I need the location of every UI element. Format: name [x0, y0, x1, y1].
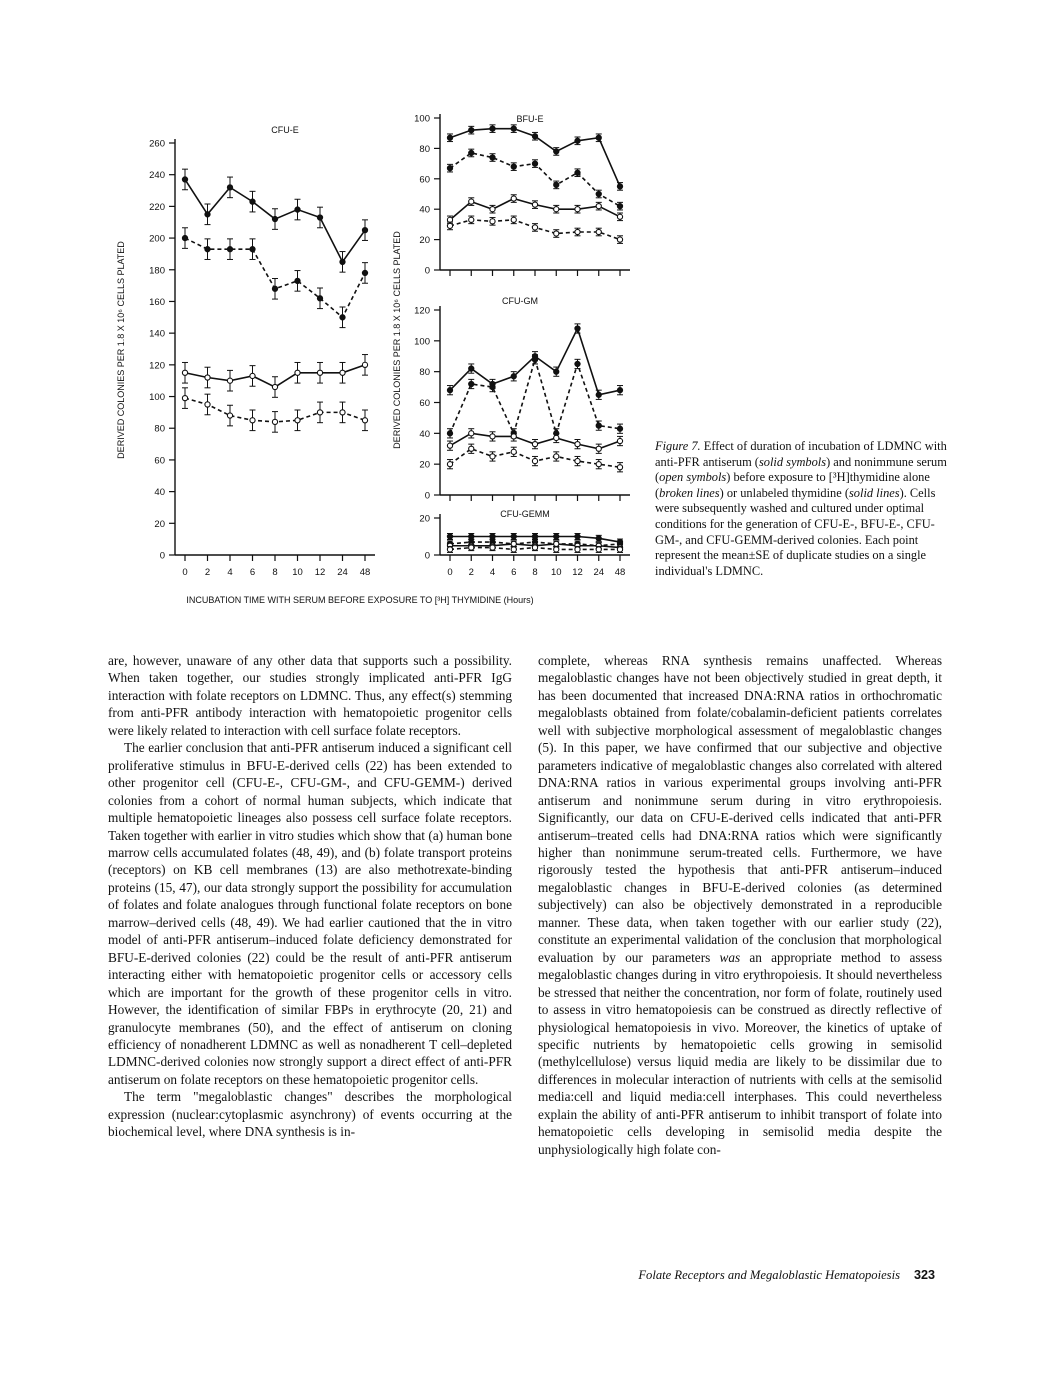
panel-0-series-3-point: [362, 418, 367, 423]
panel-3-series-3-point: [532, 545, 537, 550]
panel-0-series-3-point: [340, 410, 345, 415]
panel-1-series-2-point: [575, 207, 580, 212]
right-paragraph-1: [538, 652, 942, 1158]
panel-3-series-3-point: [575, 547, 580, 552]
panel-1-series-0-point: [511, 126, 516, 131]
panel-3-series-0-point: [511, 534, 516, 539]
panel-2-series-3-point: [617, 465, 622, 470]
panel-1-series-2-point: [532, 202, 537, 207]
panel-3-title: CFU-GEMM: [500, 509, 550, 519]
panel-1-series-3-point: [447, 223, 452, 228]
panel-0-series-3-point: [295, 418, 300, 423]
xtick-label-right: 10: [550, 567, 562, 578]
panel-2-ytick-label: 100: [414, 336, 430, 348]
panel-1-series-1-point: [490, 155, 495, 160]
xtick-label-left: 2: [204, 567, 211, 578]
panel-1-series-2-point: [617, 214, 622, 219]
panel-0-series-0-point: [182, 177, 187, 182]
panel-2-series-3-point: [469, 446, 474, 451]
panel-1-series-0-point: [490, 126, 495, 131]
panel-0-ytick-label: 120: [149, 360, 165, 372]
xtick-label-left: 48: [359, 567, 371, 578]
panel-1-series-3-point: [554, 231, 559, 236]
panel-0-title: CFU-E: [271, 125, 299, 135]
left-y-axis-label: DERIVED COLONIES PER 1.8 X 10⁶ CELLS PLATED: [116, 241, 126, 459]
panel-2-series-0-point: [447, 388, 452, 393]
caption-open-symbols: open symbols: [659, 470, 727, 485]
panel-2-series-1-point: [575, 361, 580, 366]
right-paragraph-emphasis: was: [719, 949, 741, 965]
panel-0-series-0-point: [317, 215, 322, 220]
caption-text-1: Effect of duration of incubation of LDMNC with anti-PFR antiserum (: [655, 439, 947, 469]
panel-0-series-0-point: [272, 216, 277, 221]
panel-2-series-1-point: [447, 431, 452, 436]
panel-0-series-1-point: [272, 286, 277, 291]
panel-3-ytick-label: 20: [419, 513, 430, 525]
panel-1-series-1-point: [511, 164, 516, 169]
panel-2-ytick-label: 60: [419, 398, 430, 409]
panel-1-series-0-point: [617, 184, 622, 189]
xtick-label-right: 6: [511, 567, 517, 578]
panel-3-series-3-point: [490, 545, 495, 550]
panel-0-series-0-point: [205, 212, 210, 217]
panel-2-series-2-point: [532, 442, 537, 447]
panel-3-series-3-point: [596, 547, 601, 552]
panel-2-series-0-point: [511, 374, 516, 379]
panel-0-ytick-label: 240: [149, 170, 165, 182]
panel-2-series-3-point: [554, 454, 559, 459]
panel-0-ytick-label: 160: [149, 296, 165, 308]
panel-1-series-1-point: [532, 161, 537, 166]
panel-2-series-1-point: [490, 384, 495, 389]
right-paragraph-1b: an appropriate method to assess megaloblastic changes during in vitro erythropoiesis. It should nevertheless be stressed that neither the concentration, nor form of folate, routinely used to assess in vitro hematopoiesis can be construed as directly reflective of physiological hematopoiesis in vivo. Moreover, the kinetics of uptake of specific nutrients by hematopoietic cells growing in semisolid (methylcellulose) versus liquid media are likely to be dissimilar due to differences in molecular interaction of nutrients with cells at the semisolid media:cell and liquid media:cell interphases. This could nevertheless explain the ability of anti-PFR antiserum to inhibit transport of folate into hematopoietic cells developing in semisolid media despite the unphysiologically high folate con-: [538, 949, 942, 1157]
panel-1-series-2-point: [490, 207, 495, 212]
xtick-label-left: 10: [292, 567, 303, 578]
xtick-label-right: 12: [572, 567, 583, 578]
caption-text-2: ) and nonimmune serum (: [655, 454, 947, 485]
panel-0-series-1-point: [227, 247, 232, 252]
panel-0-series-0-point: [340, 259, 345, 264]
panel-2-series-0-point: [617, 388, 622, 393]
caption-text-5: ). Cells were subsequently washed and cultured under optimal conditions for the generation of CFU-E-, BFU-E-, CFU-GM-, and CFU-GEMM-derived colonies. Each point represent the mean±SE of duplicate studies on a single individual's LDMNC.: [655, 485, 936, 578]
panel-2-series-1-line: [450, 359, 620, 433]
panel-2-series-2-point: [469, 431, 474, 436]
panel-0-series-1-point: [250, 247, 255, 252]
panel-2-series-1-point: [532, 357, 537, 362]
caption-label: Figure 7.: [655, 439, 701, 453]
panel-3-series-2-point: [511, 541, 516, 546]
panel-0-ytick-label: 0: [159, 550, 165, 562]
panel-2-series-3-point: [575, 458, 580, 463]
panel-1-series-3-point: [617, 237, 622, 242]
panel-3-series-3-point: [554, 547, 559, 552]
panel-1-series-0-point: [469, 128, 474, 133]
panel-2-series-3-point: [511, 449, 516, 454]
xtick-label-right: 24: [593, 567, 605, 578]
panel-0-series-1-line: [185, 238, 365, 317]
panel-1-series-3-point: [469, 217, 474, 222]
panel-0-series-3-point: [272, 419, 277, 424]
panel-0-series-1-point: [182, 235, 187, 240]
panel-1-series-1-point: [617, 204, 622, 209]
panel-0-ytick-label: 180: [149, 265, 165, 277]
panel-0-series-0-point: [227, 185, 232, 190]
figure-7: [110, 105, 650, 610]
caption-solid-lines: solid lines: [848, 485, 900, 500]
left-paragraph-3: The term "megaloblastic changes" describes the morphological expression (nuclear:cytoplasmic asynchrony) of events occurring at the biochemical level, where DNA synthesis is in-: [108, 1089, 512, 1140]
caption-broken-lines: broken lines: [659, 485, 720, 500]
panel-0-ytick-label: 80: [154, 423, 165, 435]
panel-1-ytick-label: 100: [414, 113, 430, 125]
right-y-axis-label: DERIVED COLONIES PER 1.8 X 10⁶ CELLS PLATED: [392, 231, 402, 449]
panel-1-series-3-point: [511, 217, 516, 222]
panel-0-ytick-label: 260: [149, 138, 165, 150]
xtick-label-right: 4: [489, 567, 496, 578]
figure-caption: [655, 439, 955, 579]
panel-2-series-0-point: [575, 326, 580, 331]
panel-1-ytick-label: 60: [419, 174, 430, 186]
panel-2-series-0-point: [469, 366, 474, 371]
panel-0-series-1-point: [340, 315, 345, 320]
panel-3-series-0-point: [554, 534, 559, 539]
panel-2-series-0-point: [596, 392, 601, 397]
panel-1-series-1-point: [575, 170, 580, 175]
panel-1-series-0-point: [447, 135, 452, 140]
panel-0-series-2-point: [295, 370, 300, 375]
caption-solid-symbols: solid symbols: [758, 454, 827, 469]
panel-3-series-0-point: [469, 534, 474, 539]
caption-text-3: ) before exposure to [³H]thymidine alone (: [655, 470, 930, 500]
panel-3-series-3-point: [447, 547, 452, 552]
panel-0-series-1-point: [295, 278, 300, 283]
panel-1-series-0-point: [596, 135, 601, 140]
panel-2-title: CFU-GM: [502, 296, 538, 306]
panel-2-series-2-point: [575, 442, 580, 447]
xtick-label-left: 4: [227, 567, 233, 578]
panel-2-series-3-point: [596, 462, 601, 467]
panel-2-series-1-point: [617, 426, 622, 431]
panel-2-series-2-point: [596, 446, 601, 451]
panel-2-series-3-point: [447, 462, 452, 467]
panel-1-series-3-point: [596, 229, 601, 234]
panel-0-series-3-point: [317, 410, 322, 415]
panel-1-series-1-point: [447, 166, 452, 171]
panel-1-series-1-point: [596, 191, 601, 196]
panel-2-series-2-point: [554, 435, 559, 440]
panel-3-series-0-point: [575, 534, 580, 539]
panel-2-ytick-label: 40: [419, 428, 430, 440]
panel-3-series-0-point: [447, 534, 452, 539]
panel-1-series-0-point: [554, 149, 559, 154]
panel-3-series-3-point: [617, 547, 622, 552]
panel-1-series-2-point: [554, 207, 559, 212]
panel-1-series-2-point: [511, 196, 516, 201]
panel-3-series-0-point: [532, 534, 537, 539]
running-footer: [560, 1268, 935, 1283]
panel-0-series-0-point: [250, 199, 255, 204]
panel-1-series-0-point: [575, 138, 580, 143]
panel-2-ytick-label: 20: [419, 459, 430, 471]
panel-3-series-3-point: [511, 547, 516, 552]
left-paragraph-2: The earlier conclusion that anti-PFR antiserum induced a significant cell proliferative stimulus in BFU-E-derived cells (22) has been extended to other progenitor cell (CFU-E-, CFU-GM-, and CFU-GEMM-) derived colonies from a cohort of normal human subjects, which indicate that multiple hematopoietic lineages also possess cell surface folate receptors. Taken together with earlier in vitro studies which show that (a) human bone marrow cells accumulated folates (48, 49), and (b) folate transport proteins (receptors) on KB cell membranes (13) are also methotrexate-binding proteins (15, 47), our data strongly support the possibility for accumulation of folates and folate analogues through functional folate receptors on bone marrow–derived cells (48, 49). We had earlier cautioned that the in vitro model of anti-PFR antiserum–induced folate deficiency demonstrated for BFU-E-derived colonies (22) could be the result of anti-PFR antiserum interacting either with hematopoietic progenitor cells or accessory cells which are important for the growth of these progenitor cells in vitro. However, the identification of similar FBPs in erythrocyte (20, 21) and granulocyte membranes (50), and the effect of antiserum on cloning efficiency of nonadherent LDMNC as well as nonadherent T cell–depleted LDMNC-derived colonies now strongly support a direct effect of anti-PFR antiserum on folate receptors on these hematopoietic progenitor cells.: [108, 740, 512, 1087]
xtick-label-left: 24: [337, 567, 348, 578]
panel-1-series-2-point: [596, 204, 601, 209]
panel-0-ytick-label: 140: [149, 328, 165, 340]
left-column: [108, 652, 512, 1141]
panel-1-series-3-point: [575, 229, 580, 234]
panel-0-series-3-point: [227, 413, 232, 418]
caption-text-4: ) or unlabeled thymidine (: [719, 485, 849, 500]
panel-0-ytick-label: 40: [154, 487, 165, 499]
xtick-label-left: 12: [314, 567, 326, 578]
left-paragraph-1: are, however, unaware of any other data that supports such a possibility. When taken together, our studies strongly implicated anti-PFR IgG interaction with folate receptors on LDMNC. Thus, any effect(s) stemming from anti-PFR antibody interaction with hematopoietic progenitor cells were likely related to interaction with cell surface folate receptors.: [108, 653, 512, 738]
right-column: [538, 652, 942, 1158]
panel-3-ytick-label: 0: [424, 550, 430, 562]
panel-0-series-2-point: [362, 362, 367, 367]
panel-0-series-3-point: [250, 418, 255, 423]
panel-0-series-2-point: [205, 375, 210, 380]
panel-0-ytick-label: 60: [154, 455, 165, 467]
panel-1-series-3-point: [532, 225, 537, 230]
panel-0-series-0-point: [295, 207, 300, 212]
x-axis-label: INCUBATION TIME WITH SERUM BEFORE EXPOSURE TO [³H] THYMIDINE (Hours): [186, 595, 534, 605]
panel-0-ytick-label: 20: [154, 518, 165, 530]
panel-2-series-3-point: [490, 454, 495, 459]
xtick-label-right: 2: [468, 567, 474, 578]
panel-2-series-2-point: [617, 438, 622, 443]
panel-1-ytick-label: 40: [419, 204, 430, 216]
panel-1-title: BFU-E: [516, 114, 544, 124]
panel-2-ytick-label: 120: [414, 305, 430, 317]
page-number: 323: [913, 1268, 935, 1282]
panel-1-ytick-label: 0: [424, 265, 430, 277]
panel-0-series-3-point: [205, 402, 210, 407]
panel-0-series-2-point: [317, 370, 322, 375]
panel-1-series-2-point: [469, 199, 474, 204]
panel-1-series-0-point: [532, 134, 537, 139]
xtick-label-right: 48: [614, 567, 626, 578]
panel-0-series-2-point: [182, 370, 187, 375]
panel-1-ytick-label: 20: [419, 235, 430, 247]
panel-3-series-0-point: [596, 536, 601, 541]
panel-2-series-1-point: [596, 423, 601, 428]
panel-3-series-3-point: [469, 545, 474, 550]
xtick-label-right: 8: [532, 567, 538, 578]
panel-0-series-1-point: [362, 270, 367, 275]
panel-2-series-2-point: [447, 443, 452, 448]
panel-1-series-1-point: [554, 182, 559, 187]
panel-2-ytick-label: 0: [424, 490, 430, 502]
right-paragraph-1a: complete, whereas RNA synthesis remains unaffected. Whereas megaloblastic changes have not been objectively studied in great depth, it has been documented that increased DNA:RNA ratios in orthochromatic megaloblasts obtained from folate/cobalamin-deficient patients correlates well with subjective morphological assessment of megaloblastic changes (5). In this paper, we have confirmed that our subjective and objective parameters indicative of megaloblastic changes also correlated with altered DNA:RNA ratios in various experimental groups involving anti-PFR antiserum and nonimmune serum during in vitro erythropoiesis. Significantly, our data on CFU-E-derived cells indicated that anti-PFR antiserum–treated cells had DNA:RNA ratios which were significantly higher than nonimmune serum-treated cells. Furthermore, we have rigorously tested the hypothesis that anti-PFR antiserum–induced megaloblastic changes in BFU-E-derived colonies (as determined subjectively) can also be objectively demonstrated in a reproducible manner. These data, when taken together with our earlier study (22), constitute an experimental validation of the conclusion that morphological evaluation by our parameters: [538, 653, 942, 965]
panel-0-series-2-point: [272, 384, 277, 389]
xtick-label-right: 0: [447, 567, 453, 578]
panel-2-ytick-label: 80: [419, 367, 430, 379]
panel-2-series-2-point: [490, 434, 495, 439]
panel-0-series-1-point: [317, 296, 322, 301]
panel-0-series-3-point: [182, 396, 187, 401]
panel-0-series-2-point: [340, 370, 345, 375]
panel-0-ytick-label: 220: [149, 201, 165, 213]
panel-2-series-3-point: [532, 458, 537, 463]
panel-1-series-3-point: [490, 219, 495, 224]
panel-2-series-2-point: [511, 434, 516, 439]
panel-0-ytick-label: 200: [149, 233, 165, 245]
figure-7-plot: [110, 105, 650, 610]
panel-1-ytick-label: 80: [419, 143, 430, 155]
panel-0-series-0-point: [362, 228, 367, 233]
panel-0-series-2-point: [227, 378, 232, 383]
xtick-label-left: 6: [249, 567, 256, 578]
panel-3-series-0-point: [490, 534, 495, 539]
panel-0-series-2-point: [250, 373, 255, 378]
xtick-label-left: 8: [272, 567, 278, 578]
panel-0-series-1-point: [205, 247, 210, 252]
panel-0-ytick-label: 100: [149, 392, 165, 404]
panel-2-series-0-point: [554, 369, 559, 374]
panel-1-series-1-point: [469, 150, 474, 155]
xtick-label-left: 0: [182, 567, 188, 578]
running-title: Folate Receptors and Megaloblastic Hematopoiesis: [638, 1268, 900, 1282]
panel-2-series-1-point: [469, 381, 474, 386]
panel-3-series-2-point: [554, 541, 559, 546]
